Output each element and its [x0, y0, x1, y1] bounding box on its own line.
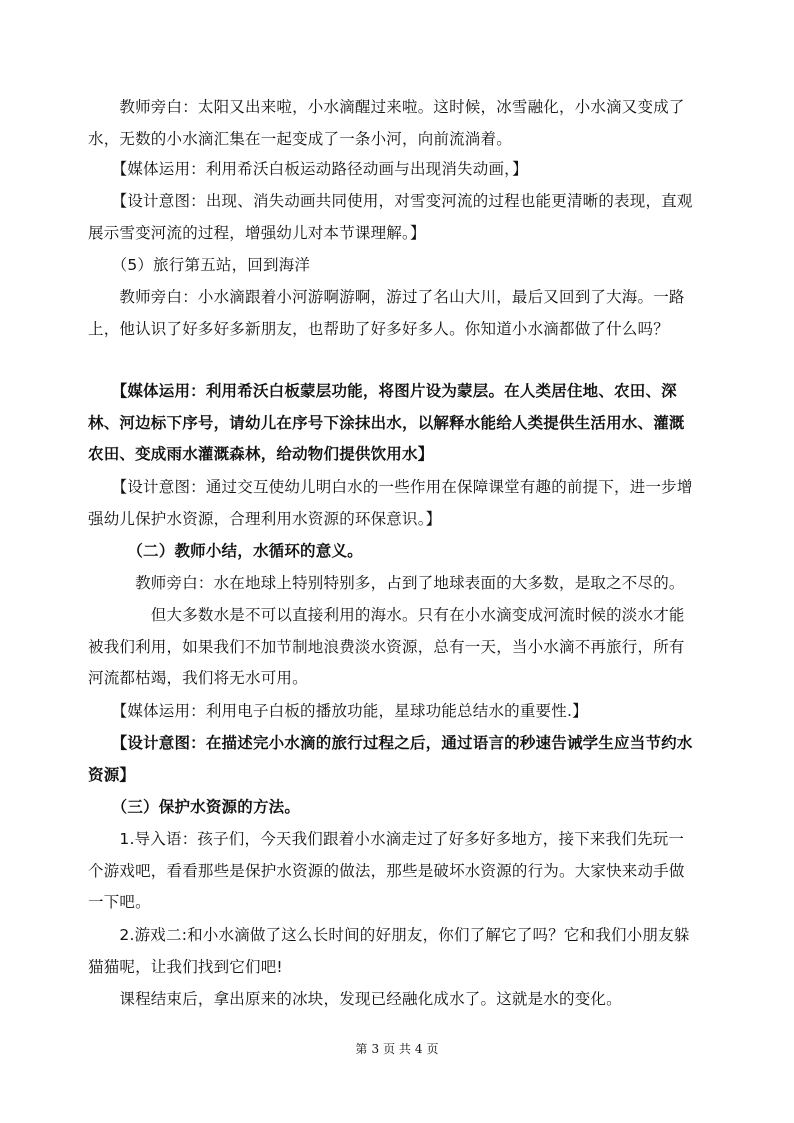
paragraph-game-two: 2.游戏二:和小水滴做了这么长时间的好朋友，你们了解它了吗？它和我们小朋友躲猫猫呢，让我们找到它们吧! — [88, 926, 690, 976]
footer-middle: 页 共 — [383, 1042, 411, 1056]
footer-page-number: 3 — [371, 1042, 380, 1056]
paragraph-design-conserve: 【设计意图：在描述完小水滴的旅行过程之后，通过语言的秒速告诫学生应当节约水资源】 — [88, 734, 693, 784]
paragraph-conclusion: 课程结束后，拿出原来的冰块，发现已经融化成水了。这就是水的变化。 — [88, 990, 622, 1008]
footer-suffix: 页 — [426, 1042, 439, 1056]
page-footer — [0, 1040, 794, 1057]
paragraph-design-snow-river: 【设计意图：出现、消失动画共同使用，对雪变河流的过程也能更清晰的表现，直观展示雪变河流的过程，增强幼儿对本节课理解。】 — [88, 192, 693, 242]
footer-prefix: 第 — [355, 1042, 368, 1056]
footer-total-pages: 4 — [414, 1042, 423, 1056]
paragraph-media-motion: 【媒体运用：利用希沃白板运动路径动画与出现消失动画，】 — [88, 160, 528, 178]
paragraph-narration-earth: 教师旁白：水在地球上特别特别多，占到了地球表面的大多数，是取之不尽的。 — [88, 574, 685, 592]
paragraph-intro-game: 1.导入语：孩子们，今天我们跟着小水滴走过了好多好多地方，接下来我们先玩一个游戏吧，看看那些是保护水资源的做法，那些是破坏水资源的行为。大家快来动手做一下吧。 — [88, 830, 685, 911]
section-heading-summary: （二）教师小结，水循环的意义。 — [88, 542, 363, 560]
paragraph-seawater: 但大多数水是不可以直接利用的海水。只有在小水滴变成河流时候的淡水才能被我们利用，如果我们不加节制地浪费淡水资源，总有一天，当小水滴不再旅行，所有河流都枯竭，我们将无水可用。 — [88, 606, 685, 687]
paragraph-media-playback: 【媒体运用：利用电子白板的播放功能，星球功能总结水的重要性.】 — [88, 702, 588, 720]
paragraph-narration-ocean: 教师旁白：小水滴跟着小河游啊游啊，游过了名山大川，最后又回到了大海。一路上，他认识了好多好多新朋友，也帮助了好多好多人。你知道小水滴都做了什么吗？ — [88, 288, 685, 338]
paragraph-design-interaction: 【设计意图：通过交互使幼儿明白水的一些作用在保障课堂有趣的前提下，进一步增强幼儿保护水资源，合理利用水资源的环保意识。】 — [88, 478, 693, 528]
paragraph-media-mask: 【媒体运用：利用希沃白板蒙层功能，将图片设为蒙层。在人类居住地、农田、深林、河边标下序号，请幼儿在序号下涂抹出水，以解释水能给人类提供生活用水、灌溉农田、变成雨水灌溉森林，给动物们提供饮用水】 — [88, 382, 685, 463]
paragraph-station-five: （5）旅行第五站，回到海洋 — [88, 256, 311, 274]
section-heading-methods: （三）保护水资源的方法。 — [88, 798, 301, 816]
paragraph-narration-sun: 教师旁白：太阳又出来啦，小水滴醒过来啦。这时候，冰雪融化，小水滴又变成了水，无数的小水滴汇集在一起变成了一条小河，向前流淌着。 — [88, 98, 685, 148]
